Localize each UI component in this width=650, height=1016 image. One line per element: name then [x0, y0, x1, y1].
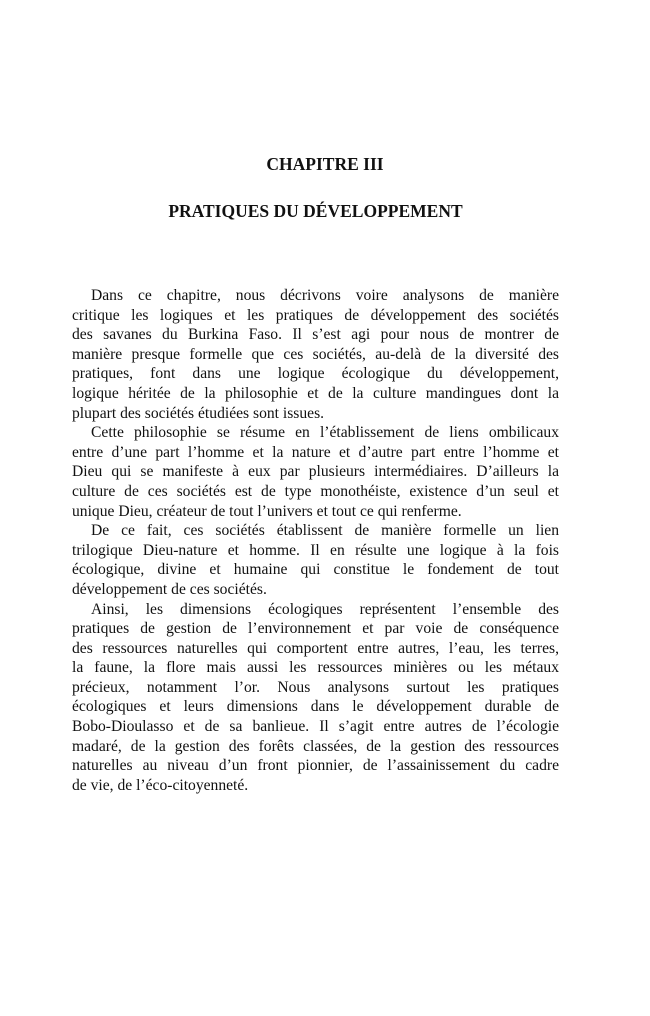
- body-text: [72, 286, 559, 795]
- text-line: entre d’une part l’homme et la nature et d’autre part entre l’homme et: [72, 443, 559, 461]
- text-line: des savanes du Burkina Faso. Il s’est agi pour nous de montrer de: [72, 326, 559, 344]
- text-line: culture de ces sociétés est de type monothéiste, existence d’un seul et: [72, 482, 559, 500]
- text-line: trilogique Dieu-nature et homme. Il en résulte une logique à la fois: [72, 541, 559, 559]
- text-line: de vie, de l’éco-citoyenneté.: [72, 776, 249, 794]
- text-line: naturelles au niveau d’un front pionnier, de l’assainissement du cadre: [72, 757, 559, 775]
- paragraph: [72, 521, 559, 599]
- text-line: développement de ces sociétés.: [72, 580, 267, 598]
- text-line: logique héritée de la philosophie et de la culture mandingues dont la: [72, 384, 559, 402]
- text-line: Ainsi, les dimensions écologiques représentent l’ensemble des: [91, 600, 559, 618]
- chapter-label: CHAPITRE III: [266, 154, 384, 174]
- text-line: pratiques de gestion de l’environnement et par voie de conséquence: [72, 620, 559, 638]
- text-line: De ce fait, ces sociétés établissent de manière formelle un lien: [91, 522, 559, 540]
- text-line: des ressources naturelles qui comportent entre autres, l’eau, les terres,: [72, 639, 559, 657]
- text-line: la faune, la flore mais aussi les ressources minières ou les métaux: [72, 659, 559, 677]
- text-line: pratiques, font dans une logique écologique du développement,: [72, 365, 559, 383]
- text-line: Bobo-Dioulasso et de sa banlieue. Il s’agit entre autres de l’écologie: [72, 718, 559, 736]
- text-line: madaré, de la gestion des forêts classées, de la gestion des ressources: [72, 737, 559, 755]
- text-line: manière presque formelle que ces sociétés, au-delà de la diversité des: [72, 345, 559, 363]
- paragraph: [72, 286, 559, 423]
- text-line: Dans ce chapitre, nous décrivons voire analysons de manière: [91, 287, 559, 304]
- text-line: unique Dieu, créateur de tout l’univers et tout ce qui renferme.: [72, 502, 462, 520]
- text-line: plupart des sociétés étudiées sont issues.: [72, 404, 325, 422]
- text-line: Dieu qui se manifeste à eux par plusieurs intermédiaires. D’ailleurs la: [72, 463, 559, 481]
- text-line: précieux, notamment l’or. Nous analysons surtout les pratiques: [72, 678, 559, 696]
- paragraph: [72, 423, 559, 521]
- text-line: Cette philosophie se résume en l’établissement de liens ombilicaux: [91, 424, 559, 442]
- chapter-title: PRATIQUES DU DÉVELOPPEMENT: [168, 201, 463, 221]
- paragraph: [72, 600, 559, 796]
- text-line: écologiques et leurs dimensions dans le développement durable de: [72, 698, 559, 716]
- text-line: critique les logiques et les pratiques de développement des sociétés: [72, 306, 559, 324]
- text-line: écologique, divine et humaine qui constitue le fondement de tout: [72, 561, 559, 579]
